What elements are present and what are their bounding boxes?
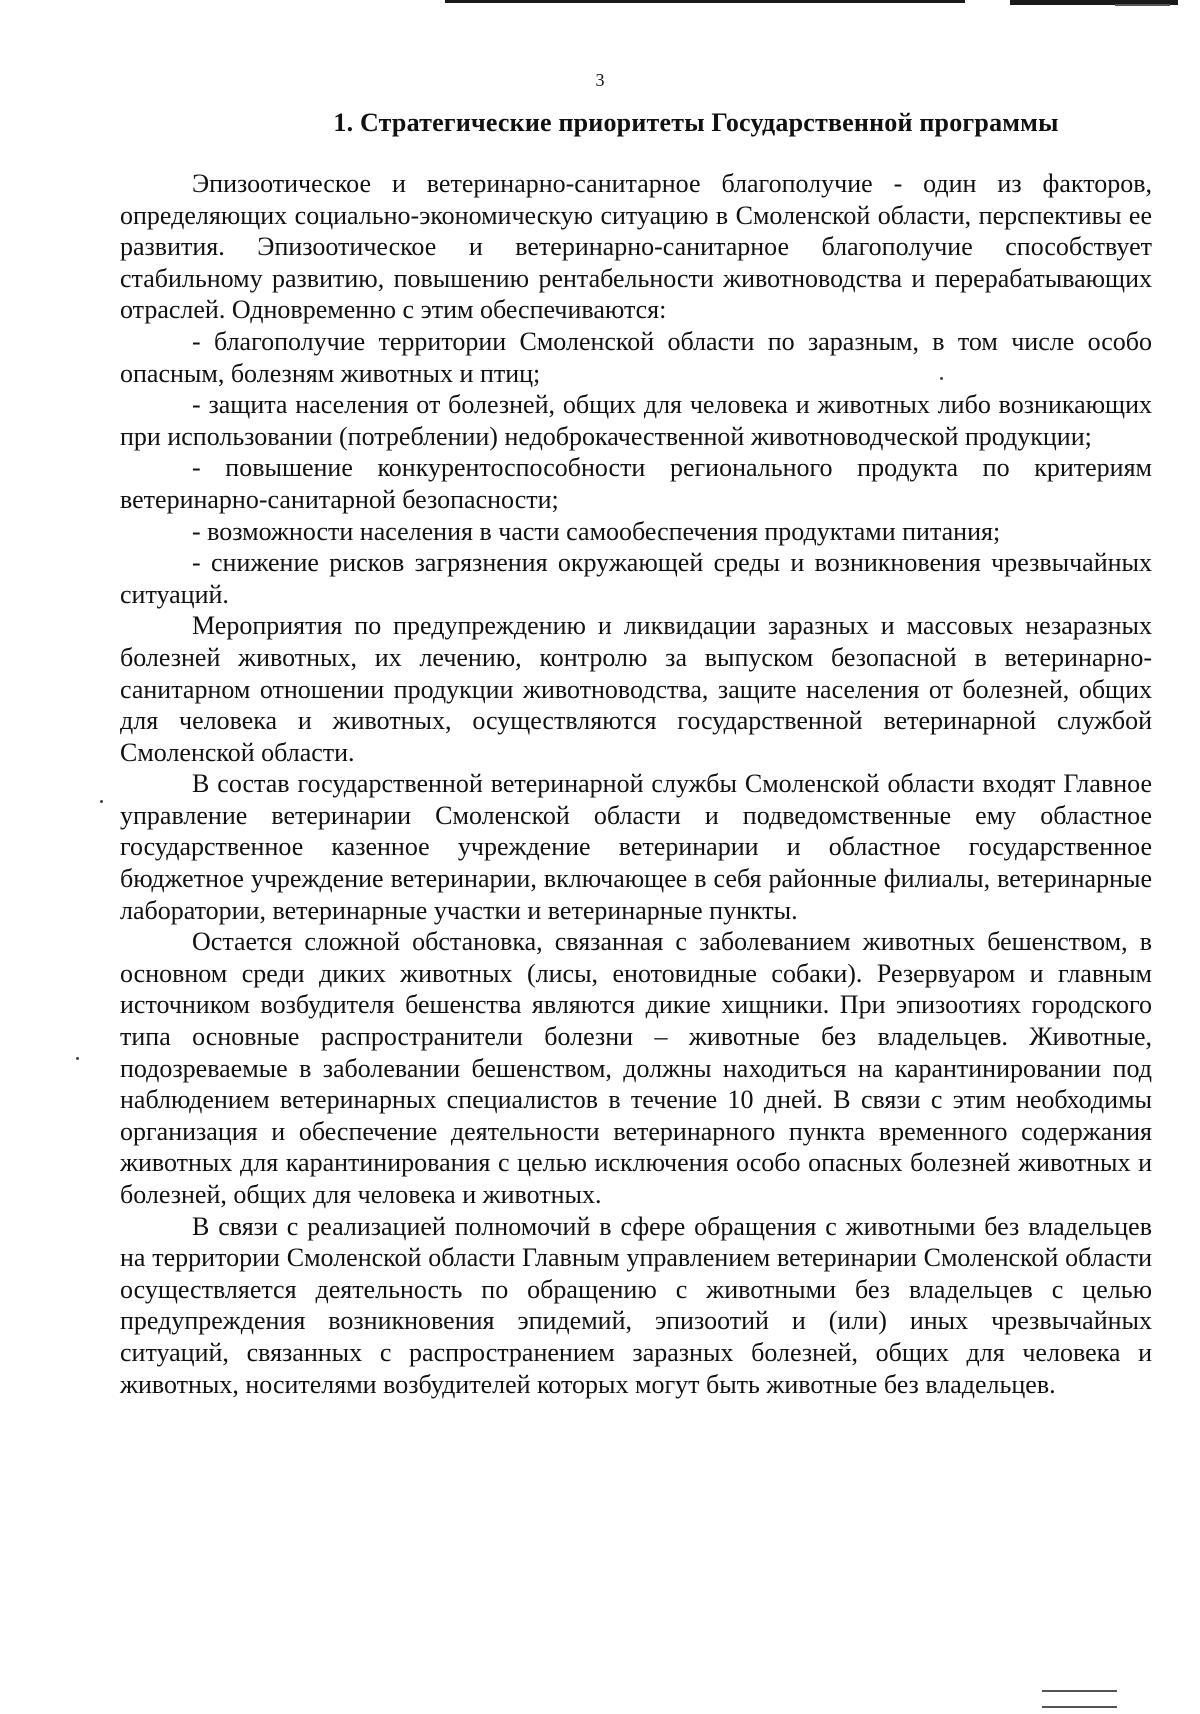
document-body <box>120 100 1152 1400</box>
scan-edge-mark <box>445 0 965 3</box>
section-heading: 1. Стратегические приоритеты Государственной программы <box>333 108 1059 137</box>
paragraph: Эпизоотическое и ветеринарно-санитарное благополучие - один из факторов, определяющих социально-экономическую ситуацию в Смоленской области, перспективы ее развития. Эпизоотическое и ветеринарно-санитарное благополучие способствует стабильному развитию, повышению рентабельности животноводства и перерабатывающих отраслей. Одновременно с этим обеспечиваются: <box>120 169 1152 325</box>
list-item: - снижение рисков загрязнения окружающей среды и возникновения чрезвычайных ситуаций. <box>120 548 1152 609</box>
scan-speck <box>100 800 103 803</box>
paragraph: Остается сложной обстановка, связанная с заболеванием животных бешенством, в основном среди диких животных (лисы, енотовидные собаки). Резервуаром и главным источником возбудителя бешенства являются дикие хищники. При эпизоотиях городского типа основные распространители болезни – животные без владельцев. Животные, подозреваемые в заболевании бешенством, должны находиться на карантинировании под наблюдением ветеринарных специалистов в течение 10 дней. В связи с этим необходимы организация и обеспечение деятельности ветеринарного пункта временного содержания животных для карантинирования с целью исключения особо опасных болезней животных и болезней, общих для человека и животных. <box>120 927 1152 1209</box>
list-item: - защита населения от болезней, общих для человека и животных либо возникающих при использовании (потреблении) недоброкачественной животноводческой продукции; <box>120 390 1152 451</box>
scan-speck <box>940 377 943 380</box>
paragraph: Мероприятия по предупреждению и ликвидации заразных и массовых незаразных болезней животных, их лечению, контролю за выпуском безопасной в ветеринарно-санитарном отношении продукции животноводства, защите населения от болезней, общих для человека и животных, осуществляются государственной ветеринарной службой Смоленской области. <box>120 611 1152 767</box>
list-item: - благополучие территории Смоленской области по заразным, в том числе особо опасным, болезням животных и птиц; <box>120 326 1152 388</box>
paragraph: В связи с реализацией полномочий в сфере обращения с животными без владельцев на территории Смоленской области Главным управлением ветеринарии Смоленской области осуществляется деятельность по обращению с животными без владельцев с целью предупреждения возникновения эпидемий, эпизоотий и (или) иных чрезвычайных ситуаций, связанных с распространением заразных болезней, общих для человека и животных, носителями возбудителей которых могут быть животные без владельцев. <box>120 1211 1152 1399</box>
list-item: - повышение конкурентоспособности регионального продукта по критериям ветеринарно-санитарной безопасности; <box>120 453 1152 514</box>
scan-speck <box>76 1057 79 1060</box>
scan-edge-mark <box>1042 1690 1117 1708</box>
paragraph: В состав государственной ветеринарной службы Смоленской области входят Главное управление ветеринарии Смоленской области и подведомственные ему областное государственное казенное учреждение ветеринарии и областное государственное бюджетное учреждение ветеринарии, включающее в себя районные филиалы, ветеринарные лаборатории, ветеринарные участки и ветеринарные пункты. <box>120 769 1152 925</box>
scan-edge-mark <box>1115 4 1170 6</box>
page-number: 3 <box>595 70 605 90</box>
list-item: - возможности населения в части самообеспечения продуктами питания; <box>192 516 1001 546</box>
